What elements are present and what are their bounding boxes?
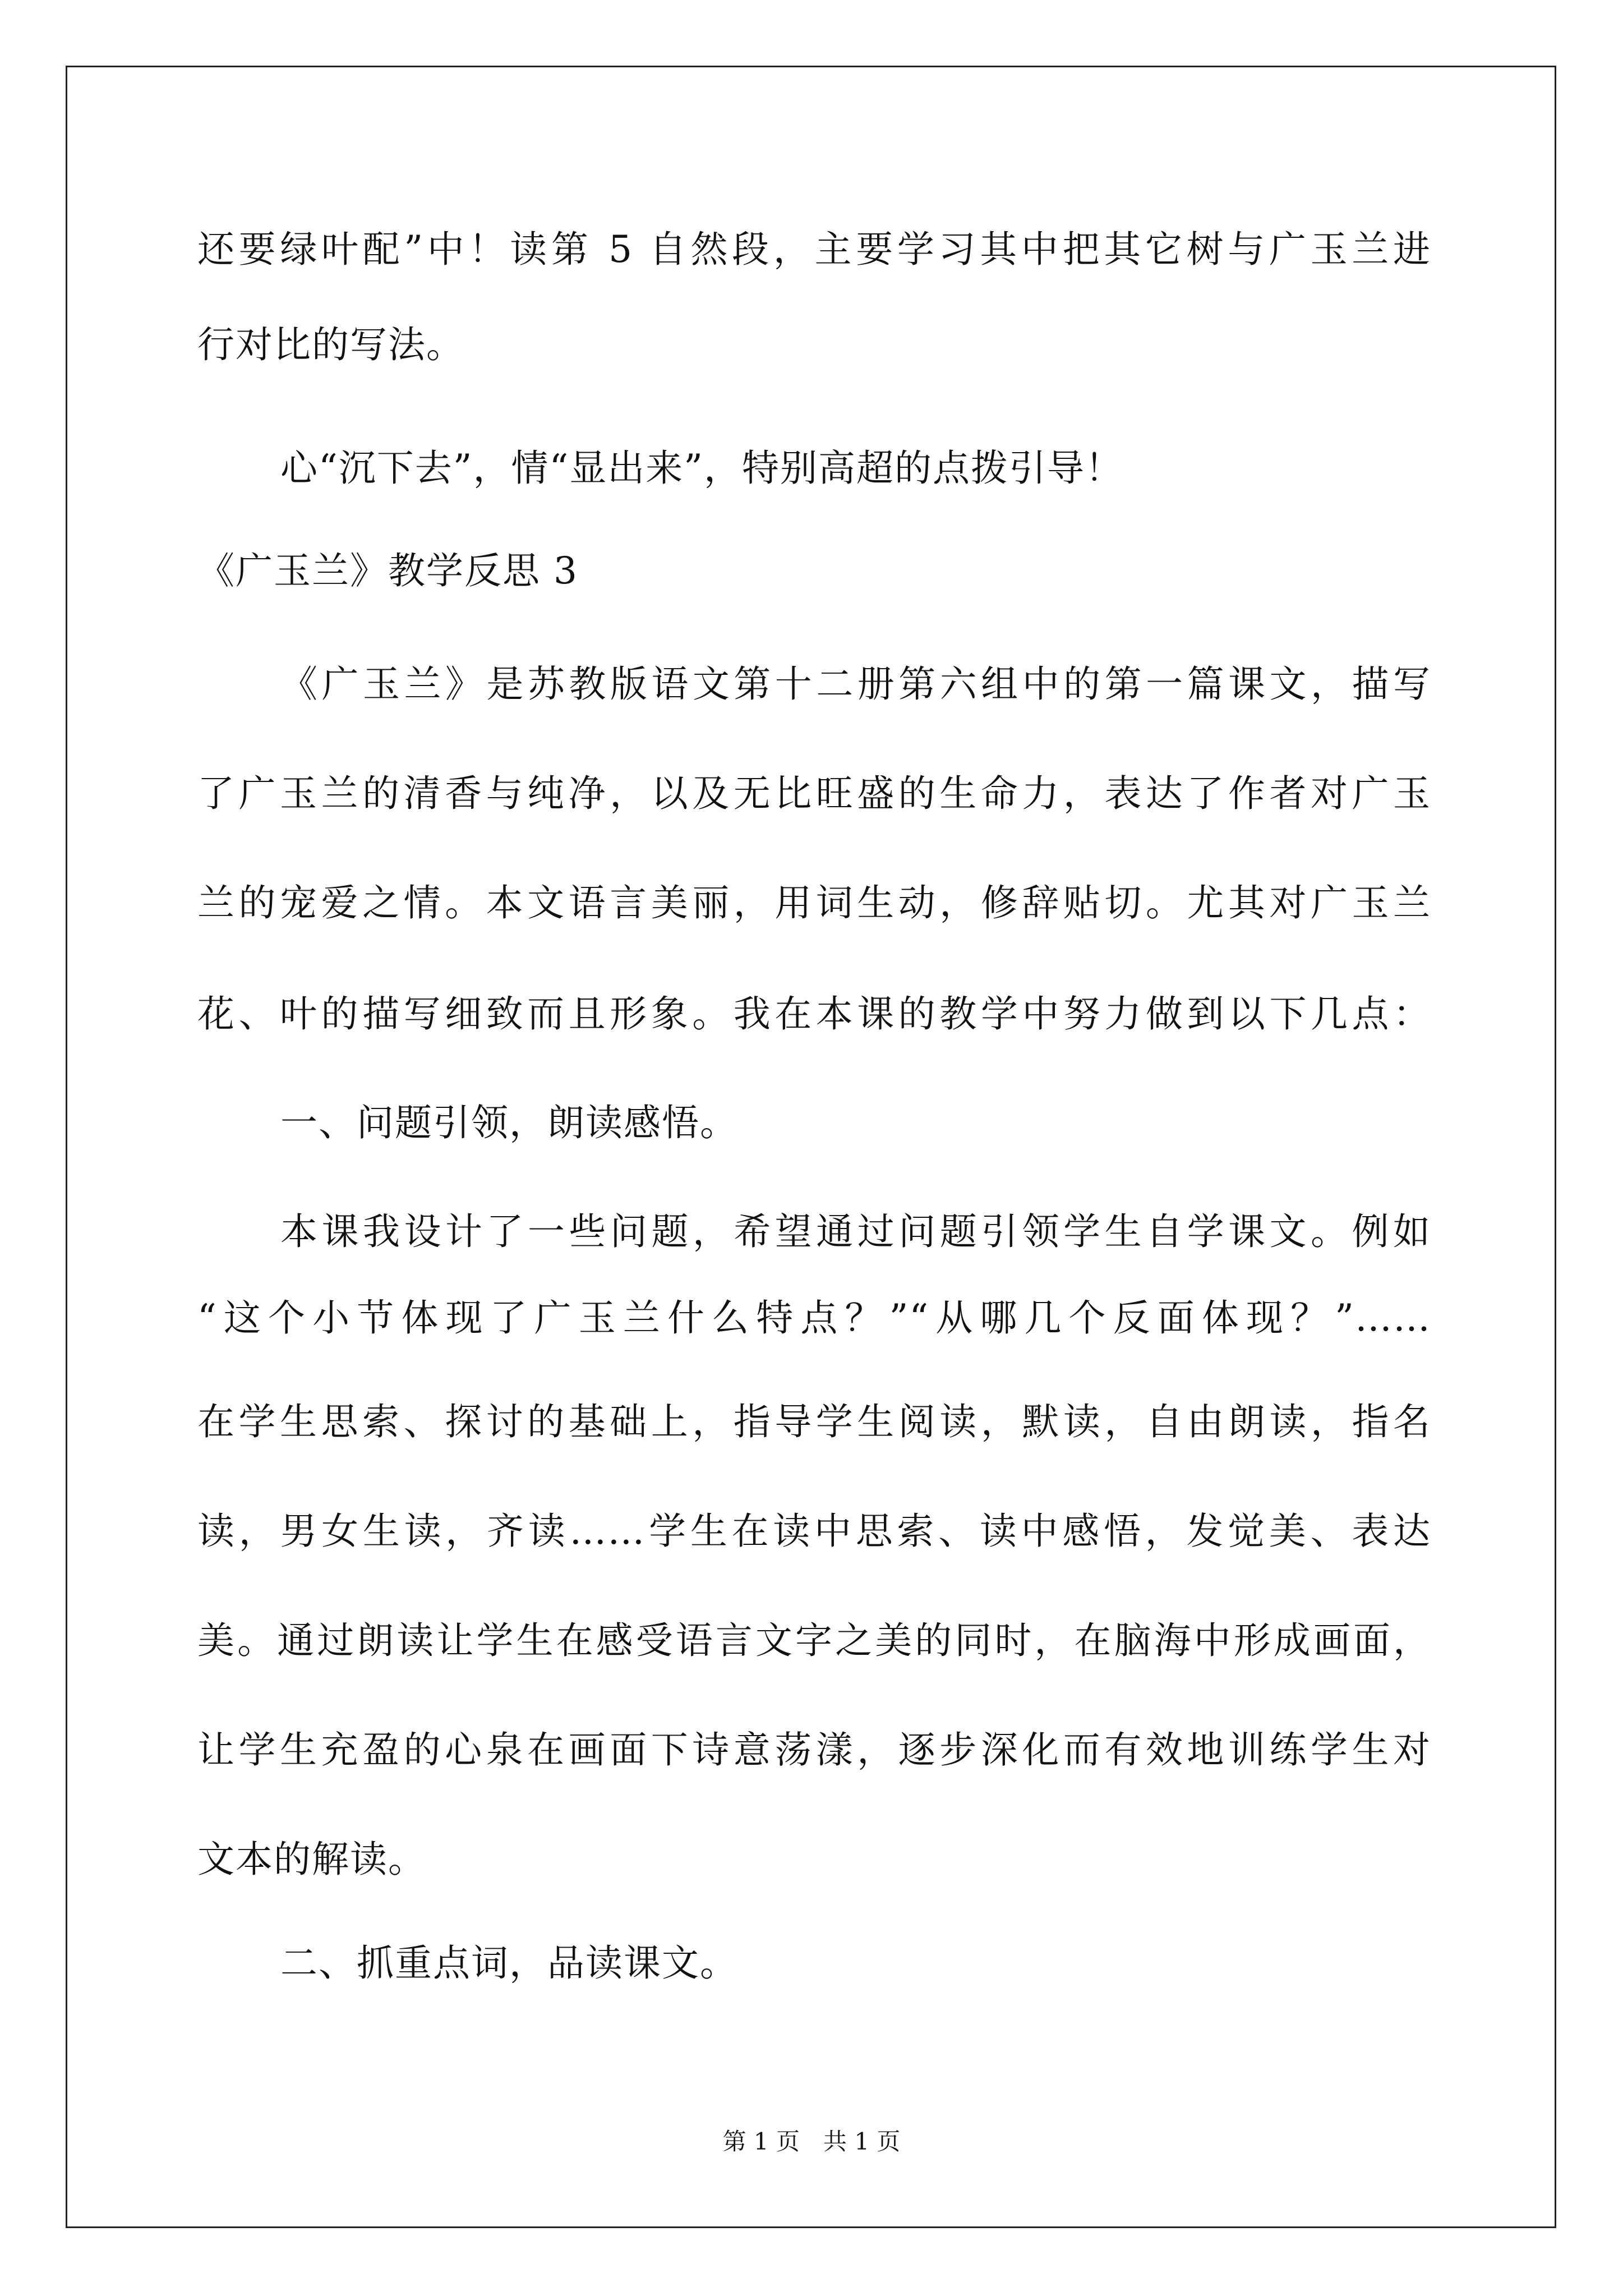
page-footer: 第 1 页 共 1 页 [722,2128,901,2155]
text-line: 了广玉兰的清香与纯净，以及无比旺盛的生命力，表达了作者对广玉 [197,772,1431,815]
text-line: 美。通过朗读让学生在感受语言文字之美的同时，在脑海中形成画面， [197,1619,1431,1662]
text-line: 本课我设计了一些问题，希望通过问题引领学生自学课文。例如 [280,1210,1431,1253]
subheading: 二、抓重点词，品读课文。 [280,1941,738,1985]
text-line: 还要绿叶配”中！读第 5 自然段，主要学习其中把其它树与广玉兰进 [197,228,1431,271]
text-line: 让学生充盈的心泉在画面下诗意荡漾，逐步深化而有效地训练学生对 [197,1728,1431,1772]
text-line: 在学生思索、探讨的基础上，指导学生阅读，默读，自由朗读，指名 [197,1400,1431,1443]
text-line: “这个小节体现了广玉兰什么特点？”“从哪几个反面体现？”…… [197,1296,1431,1340]
text-line: 心“沉下去”，情“显出来”，特别高超的点拨引导！ [280,447,1123,490]
text-line: 读，男女生读，齐读……学生在读中思索、读中感悟，发觉美、表达 [197,1510,1431,1553]
text-line: 兰的宠爱之情。本文语言美丽，用词生动，修辞贴切。尤其对广玉兰 [197,881,1431,924]
subheading: 一、问题引领，朗读感悟。 [280,1101,738,1144]
text-line: 花、叶的描写细致而且形象。我在本课的教学中努力做到以下几点： [197,992,1431,1036]
text-line: 行对比的写法。 [197,323,464,366]
section-heading: 《广玉兰》教学反思 3 [197,549,578,592]
text-line: 《广玉兰》是苏教版语文第十二册第六组中的第一篇课文，描写 [280,662,1431,706]
page-frame [66,66,1556,2228]
text-line: 文本的解读。 [197,1838,426,1881]
